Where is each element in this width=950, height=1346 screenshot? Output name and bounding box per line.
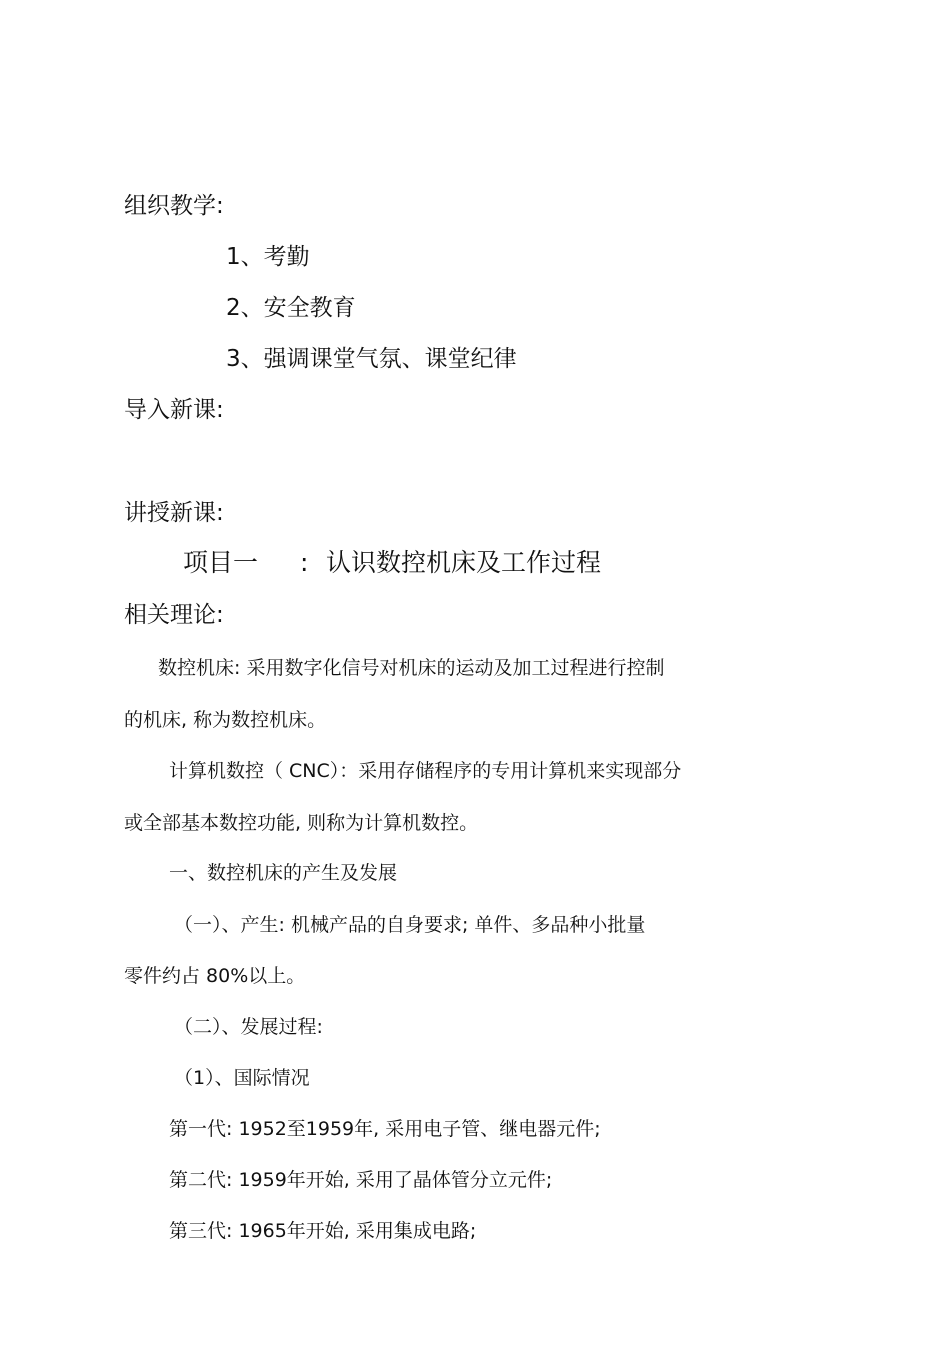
organize-item-3: 3、强调课堂气氛、课堂纪律: [226, 346, 517, 372]
subsection-heading-3: （1）、国际情况: [174, 1067, 310, 1089]
generation-1: 第一代: 1952至1959年, 采用电子管、继电器元件;: [169, 1118, 601, 1140]
project-title: 认识数控机床及工作过程: [326, 548, 602, 577]
generation-3: 第三代: 1965年开始, 采用集成电路;: [169, 1220, 477, 1242]
paragraph-line-4: 或全部基本数控功能, 则称为计算机数控。: [124, 812, 479, 834]
subsection-heading-2: （二）、发展过程:: [174, 1016, 323, 1038]
intro-heading: 导入新课:: [124, 397, 224, 423]
theory-heading: 相关理论:: [124, 602, 224, 628]
paragraph-line-1: 数控机床: 采用数字化信号对机床的运动及加工过程进行控制: [158, 657, 665, 679]
paragraph-line-6: （一）、产生: 机械产品的自身要求; 单件、多品种小批量: [174, 914, 646, 936]
generation-2: 第二代: 1959年开始, 采用了晶体管分立元件;: [169, 1169, 553, 1191]
paragraph-line-7: 零件约占 80%以上。: [124, 965, 306, 987]
organize-heading: 组织教学:: [124, 193, 224, 219]
paragraph-line-3: 计算机数控（ CNC）：采用存储程序的专用计算机来实现部分: [169, 760, 682, 782]
paragraph-line-2: 的机床, 称为数控机床。: [124, 709, 327, 731]
organize-item-1: 1、考勤: [226, 244, 310, 270]
section-heading-1: 一、数控机床的产生及发展: [169, 862, 398, 884]
project-colon: :: [300, 548, 309, 577]
organize-item-2: 2、安全教育: [226, 295, 356, 321]
project-label: 项目一: [183, 548, 259, 577]
lecture-heading: 讲授新课:: [124, 500, 224, 526]
